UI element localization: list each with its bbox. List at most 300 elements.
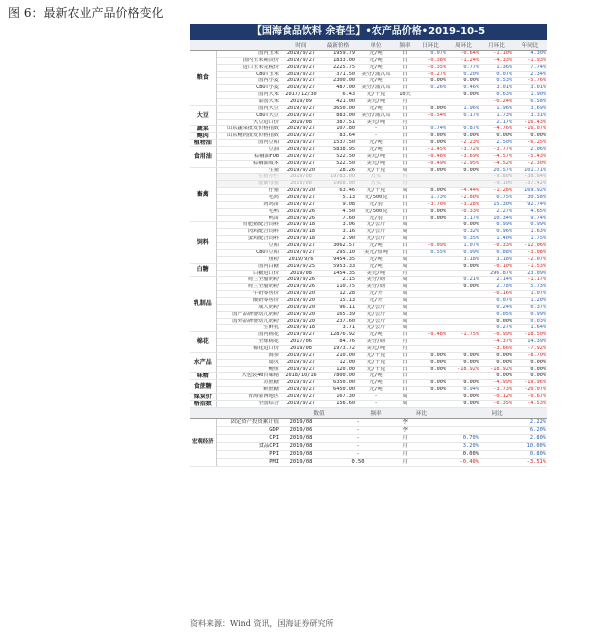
date-cell: 2019/9/27 <box>282 332 320 339</box>
unit-cell: 美元/吨 <box>356 99 396 106</box>
price-cell: 487.00 <box>320 85 356 92</box>
weekly-change: 0.77% <box>447 64 480 71</box>
group-label: 煤炭价 <box>190 393 216 400</box>
table-row <box>190 140 547 147</box>
product-name: 国内白糖 <box>216 263 282 270</box>
product-name: 苏蔗糖 <box>216 380 282 387</box>
monthly-change: 1.40% <box>480 236 513 243</box>
date-cell: 2019/09 <box>282 99 320 106</box>
yearly-change: 5.73% <box>513 284 547 291</box>
table-row <box>190 99 547 106</box>
unit-cell: 美元/吨 <box>356 153 396 160</box>
daily-change: 0.74% <box>414 126 447 133</box>
date-cell: 2019/9/20 <box>282 318 320 325</box>
product-name: 白糖进口价 <box>216 270 282 277</box>
yearly-change: 0.00% <box>513 373 547 380</box>
date-cell: 2019/9/27 <box>282 352 320 359</box>
monthly-change: -18.92% <box>480 366 513 373</box>
unit-cell: 元/公斤 <box>356 325 396 332</box>
unit-cell: - <box>356 400 396 407</box>
monthly-change: 0.05% <box>480 311 513 318</box>
date-cell: 2019/9/20 <box>282 291 320 298</box>
date-cell: 2019/9/27 <box>282 147 320 154</box>
yearly-change: 4.65% <box>513 208 547 215</box>
yearly-change: 3.31% <box>513 112 547 119</box>
table-row <box>190 160 547 167</box>
unit-cell: 美分/蒲式耳 <box>356 112 396 119</box>
header-cell: 频率 <box>396 40 414 51</box>
monthly-change: -0.24% <box>480 99 513 106</box>
product-name: 肉鸡苗 <box>216 201 282 208</box>
weekly-change <box>447 345 480 352</box>
table-row <box>190 256 547 263</box>
table-row <box>190 236 547 243</box>
weekly-change <box>447 174 480 181</box>
weekly-change <box>447 304 480 311</box>
monthly-change: -0.16% <box>480 291 513 298</box>
unit-cell: - <box>356 133 396 140</box>
monthly-change: -0.35% <box>480 400 513 407</box>
weekly-change: 1.96% <box>447 105 480 112</box>
macro-freq: 月 <box>396 442 414 450</box>
freq-cell: 周 <box>396 263 414 270</box>
monthly-change: 0.00% <box>480 318 513 325</box>
freq-cell: 周 <box>396 325 414 332</box>
macro-header-cell: 频率 <box>356 408 396 419</box>
weekly-change: -3.69% <box>447 153 480 160</box>
product-name: 成人奶粉 <box>216 304 282 311</box>
monthly-change: 0.00% <box>480 359 513 366</box>
weekly-change: 0.99% <box>447 249 480 256</box>
table-row <box>190 332 547 339</box>
price-cell: 371.50 <box>320 71 356 78</box>
freq-cell: 日 <box>396 373 414 380</box>
macro-date: 2019/08 <box>282 458 320 466</box>
table-body <box>190 51 547 408</box>
freq-cell: 日 <box>396 359 414 366</box>
unit-cell: 美分/蒲式耳 <box>356 85 396 92</box>
macro-header-cell <box>216 408 282 419</box>
macro-mom <box>414 418 480 426</box>
yearly-change: 2.06% <box>513 147 547 154</box>
group-label: 食用油 <box>190 147 216 168</box>
unit-cell: 元/千克 <box>356 359 396 366</box>
price-cell: 83.64 <box>320 133 356 140</box>
group-label: 乳制品 <box>190 277 216 332</box>
product-name: 国内小麦 <box>216 78 282 85</box>
table-row <box>190 380 547 387</box>
date-cell: 2019/9/18 <box>282 222 320 229</box>
price-cell: 5953.33 <box>320 263 356 270</box>
date-cell: 2019/9/20 <box>282 304 320 311</box>
monthly-change: -3.73% <box>480 387 513 394</box>
table-row <box>190 64 547 71</box>
daily-change <box>414 263 447 270</box>
weekly-change <box>447 270 480 277</box>
yearly-change: 0.37% <box>513 304 547 311</box>
daily-change: -3.70% <box>414 201 447 208</box>
daily-change <box>414 229 447 236</box>
product-name: 生猪存栏 <box>216 174 282 181</box>
macro-value: - <box>320 450 396 458</box>
weekly-change: -0.64% <box>447 51 480 58</box>
freq-cell: 月 <box>396 119 414 126</box>
figure-title: 图 6：最新农业产品价格变化 <box>8 6 164 20</box>
group-label: 植物油 <box>190 140 216 147</box>
price-cell: 3.16 <box>320 229 356 236</box>
monthly-change: 10.34% <box>480 215 513 222</box>
date-cell: 2019/9/27 <box>282 195 320 202</box>
product-name: 生鲜乳 <box>216 325 282 332</box>
macro-yoy: -3.51% <box>480 458 547 466</box>
price-cell: 107.80 <box>320 126 356 133</box>
price-cell: 12.28 <box>320 291 356 298</box>
freq-cell: 日 <box>396 352 414 359</box>
daily-change: 0.00% <box>414 387 447 394</box>
macro-name: PMI <box>216 458 282 466</box>
unit-cell: 万头 <box>356 174 396 181</box>
group-label: 蔬菜 <box>190 126 216 133</box>
header-cell: 周环比 <box>447 40 480 51</box>
macro-header-cell <box>190 408 216 419</box>
macro-date: 2019/08 <box>282 450 320 458</box>
freq-cell: 周 <box>396 291 414 298</box>
daily-change <box>414 325 447 332</box>
table-row <box>190 222 547 229</box>
product-name: 扇贝 <box>216 359 282 366</box>
weekly-change: 0.00% <box>447 284 480 291</box>
product-name: 仔猪 <box>216 188 282 195</box>
weekly-change: 3.17% <box>447 215 480 222</box>
price-cell: 522.50 <box>320 160 356 167</box>
daily-change <box>414 318 447 325</box>
daily-change: 0.00% <box>414 105 447 112</box>
daily-change: -0.09% <box>414 243 447 250</box>
product-name: 酸奶零售价 <box>216 297 282 304</box>
weekly-change <box>447 318 480 325</box>
price-cell: 3.71 <box>320 325 356 332</box>
header-cell: 最新价格 <box>320 40 356 51</box>
table-row <box>190 359 547 366</box>
date-cell: 2019/9/27 <box>282 71 320 78</box>
price-cell: 12876.92 <box>320 332 356 339</box>
product-name: CBOT大豆 <box>216 112 282 119</box>
daily-change <box>414 284 447 291</box>
daily-change <box>414 236 447 243</box>
unit-cell: 元/500克 <box>356 195 396 202</box>
monthly-change: 0.00% <box>480 373 513 380</box>
freq-cell: 周 <box>396 318 414 325</box>
price-cell: 1537.50 <box>320 140 356 147</box>
daily-change: -0.48% <box>414 153 447 160</box>
weekly-change <box>447 99 480 106</box>
header-cell: 月环比 <box>480 40 513 51</box>
date-cell: 2017/12/30 <box>282 92 320 99</box>
date-cell: 2019/9/18 <box>282 236 320 243</box>
daily-change: -1.45% <box>414 147 447 154</box>
yearly-change: -5.43% <box>513 153 547 160</box>
monthly-change: 0.00% <box>480 133 513 140</box>
table-row <box>190 208 547 215</box>
macro-header-cell: 数值 <box>282 408 356 419</box>
yearly-change: 23.09% <box>513 270 547 277</box>
unit-cell: 元/吨 <box>356 57 396 64</box>
yearly-change: 30.58% <box>513 195 547 202</box>
table-row <box>190 147 547 154</box>
date-cell: 2019/9/27 <box>282 249 320 256</box>
weekly-change: 0.00% <box>447 400 480 407</box>
date-cell: 2019/9/27 <box>282 85 320 92</box>
product-name: 生猪 <box>216 167 282 174</box>
freq-cell: 日 <box>396 153 414 160</box>
freq-cell: 日 <box>396 112 414 119</box>
table-row <box>190 270 547 277</box>
price-cell: 12.00 <box>320 359 356 366</box>
price-cell: 19783.00 <box>320 174 356 181</box>
daily-change: 0.00% <box>414 352 447 359</box>
unit-cell: 元/千克 <box>356 188 396 195</box>
weekly-change: 0.17% <box>447 112 480 119</box>
daily-change <box>414 373 447 380</box>
weekly-change: -0.33% <box>447 208 480 215</box>
header-cell: 单位 <box>356 40 396 51</box>
monthly-change: -0.33% <box>480 243 513 250</box>
price-cell: 2300.00 <box>320 78 356 85</box>
table-row <box>190 181 547 188</box>
table-row <box>190 325 547 332</box>
date-cell: 2017/06 <box>282 339 320 346</box>
date-cell: 2019/9/27 <box>282 64 320 71</box>
product-name: 国内棉花 <box>216 332 282 339</box>
daily-change: 1.73% <box>414 195 447 202</box>
unit-cell: 元/羽 <box>356 201 396 208</box>
price-cell: 522.50 <box>320 153 356 160</box>
daily-change: 0.00% <box>414 359 447 366</box>
macro-yoy: 0.80% <box>480 450 547 458</box>
freq-cell: 周 <box>396 297 414 304</box>
daily-change <box>414 339 447 346</box>
freq-cell: 日 <box>396 105 414 112</box>
product-name: 棕榈油FOB <box>216 153 282 160</box>
unit-cell: 元/千克 <box>356 352 396 359</box>
freq-cell: 日 <box>396 201 414 208</box>
price-cell: 7800.00 <box>320 373 356 380</box>
daily-change: 0.00% <box>414 133 447 140</box>
weekly-change: 0.00% <box>447 393 480 400</box>
yearly-change: -4.53% <box>513 400 547 407</box>
date-cell: 2019/9/27 <box>282 243 320 250</box>
table-row <box>190 133 547 140</box>
daily-change <box>414 277 447 284</box>
weekly-change: 0.00% <box>447 133 480 140</box>
macro-table <box>190 408 547 467</box>
monthly-change: 15.30% <box>480 201 513 208</box>
yearly-change: 7.74% <box>513 64 547 71</box>
monthly-change: 1.73% <box>480 112 513 119</box>
price-cell: 96.11 <box>320 304 356 311</box>
table-row <box>190 393 547 400</box>
weekly-change: 0.20% <box>447 71 480 78</box>
monthly-change: -4.52% <box>480 160 513 167</box>
yearly-change: 1.07% <box>513 291 547 298</box>
table-row <box>190 304 547 311</box>
table-row <box>190 249 547 256</box>
date-cell: 2019/9/27 <box>282 133 320 140</box>
macro-name: GDP <box>216 426 282 434</box>
daily-change: -0.54% <box>414 112 447 119</box>
macro-header-row <box>190 408 547 419</box>
price-cell: 1959.79 <box>320 51 356 58</box>
price-cell: 1973.72 <box>320 345 356 352</box>
macro-name: CPI <box>216 434 282 442</box>
yearly-change: -3.08% <box>513 249 547 256</box>
macro-mom: 0.00% <box>414 450 480 458</box>
weekly-change <box>447 291 480 298</box>
table-banner: 【国海食品饮料 余春生】•农产品价格•2019-10-5 <box>190 24 547 40</box>
price-cell: 110.75 <box>320 284 356 291</box>
product-name: CBOT小麦 <box>216 85 282 92</box>
group-label: 棉花 <box>190 332 216 353</box>
product-name: 鱼粉 <box>216 256 282 263</box>
yearly-change: 169.92% <box>513 188 547 195</box>
yearly-change: 2.34% <box>513 71 547 78</box>
product-name: 国外品牌婴幼儿奶粉 <box>216 318 282 325</box>
table-row <box>190 339 547 346</box>
freq-cell: 月 <box>396 339 414 346</box>
freq-cell: 日 <box>396 133 414 140</box>
price-cell: 84.76 <box>320 339 356 346</box>
daily-change <box>414 393 447 400</box>
date-cell: 2019/9/27 <box>282 78 320 85</box>
yearly-change: 0.99% <box>513 222 547 229</box>
table-row <box>190 373 547 380</box>
header-cell: 日环比 <box>414 40 447 51</box>
macro-header-cell: 同比 <box>447 408 547 419</box>
macro-yoy: 6.20% <box>480 426 547 434</box>
monthly-change: 3.18% <box>480 256 513 263</box>
monthly-change: -1.10% <box>480 51 513 58</box>
date-cell: 2019/9/27 <box>282 140 320 147</box>
table-row <box>190 78 547 85</box>
unit-cell: - <box>356 393 396 400</box>
unit-cell: 元/千克 <box>356 366 396 373</box>
daily-change: 0.00% <box>414 380 447 387</box>
unit-cell: 元/吨 <box>356 147 396 154</box>
product-name: 鲜蔗糖 <box>216 387 282 394</box>
monthly-change: 3.01% <box>480 85 513 92</box>
macro-yoy: 2.22% <box>480 418 547 426</box>
macro-row <box>190 450 547 458</box>
weekly-change: -4.44% <box>447 188 480 195</box>
date-cell: 2019/9/27 <box>282 400 320 407</box>
yearly-change: -20.07% <box>513 387 547 394</box>
freq-cell: 月 <box>396 345 414 352</box>
yearly-change: -16.07% <box>513 126 547 133</box>
weekly-change: 1.07% <box>447 243 480 250</box>
yearly-change: 0.00% <box>513 366 547 373</box>
macro-date: 2019/08 <box>282 442 320 450</box>
weekly-change: 0.00% <box>447 263 480 270</box>
yearly-change: 0.03% <box>513 318 547 325</box>
unit-cell: - <box>356 126 396 133</box>
table-row <box>190 85 547 92</box>
header-cell <box>216 40 282 51</box>
table-row <box>190 57 547 64</box>
product-name: 豆油 <box>216 147 282 154</box>
macro-value: - <box>320 426 396 434</box>
monthly-change: 20.57% <box>480 167 513 174</box>
macro-date: 2019/08 <box>282 434 320 442</box>
product-name: CBOT豆粕 <box>216 249 282 256</box>
weekly-change: -18.92% <box>447 366 480 373</box>
date-cell: 2019/9/25 <box>282 263 320 270</box>
product-name: 毛鸡 <box>216 195 282 202</box>
freq-cell: 日 <box>396 78 414 85</box>
weekly-change: -3.28% <box>447 201 480 208</box>
yearly-change: -5.76% <box>513 78 547 85</box>
date-cell: 2019/9/27 <box>282 105 320 112</box>
yearly-change: -1.93% <box>513 57 547 64</box>
monthly-change: 0.07% <box>480 71 513 78</box>
unit-cell: 元/升 <box>356 297 396 304</box>
macro-mom: -0.40% <box>414 458 480 466</box>
unit-cell: 元/吨 <box>356 263 396 270</box>
table-row <box>190 277 547 284</box>
price-cell: 237.60 <box>320 318 356 325</box>
unit-cell: 元/千克 <box>356 167 396 174</box>
source-note: 资料来源：Wind 资讯，国海证券研究所 <box>190 619 334 628</box>
weekly-change: 0.00% <box>447 222 480 229</box>
table-header-row <box>190 40 547 51</box>
monthly-change: 0.96% <box>480 229 513 236</box>
price-cell: 2.15 <box>320 277 356 284</box>
table-row <box>190 126 547 133</box>
product-name: 国内豆粕 <box>216 140 282 147</box>
price-cell: 15.13 <box>320 297 356 304</box>
monthly-change: -4.37% <box>480 339 513 346</box>
daily-change <box>414 222 447 229</box>
price-cell: 387.51 <box>320 119 356 126</box>
product-name: 国内大豆 <box>216 105 282 112</box>
monthly-change: -4.57% <box>480 153 513 160</box>
unit-cell: 元/吨 <box>356 380 396 387</box>
yearly-change: 1.90% <box>513 92 547 99</box>
group-label: 食蔗糖 <box>190 380 216 394</box>
macro-value: - <box>320 442 396 450</box>
unit-cell: 美分/磅 <box>356 284 396 291</box>
macro-yoy: 10.00% <box>480 442 547 450</box>
monthly-change: 1.96% <box>480 105 513 112</box>
unit-cell: 美元/短吨 <box>356 249 396 256</box>
price-cell: 7.60 <box>320 215 356 222</box>
freq-cell: 周 <box>396 256 414 263</box>
yearly-change: 1.75% <box>513 236 547 243</box>
product-name: 国产品牌婴幼儿奶粉 <box>216 311 282 318</box>
weekly-change: -2.95% <box>447 160 480 167</box>
price-cell: 6.43 <box>320 92 356 99</box>
price-cell: 120.00 <box>320 366 356 373</box>
freq-cell: 日 <box>396 215 414 222</box>
unit-cell: 元/公斤 <box>356 311 396 318</box>
unit-cell: 元/公斤 <box>356 304 396 311</box>
weekly-change: 0.94% <box>447 387 480 394</box>
weekly-change: 3.18% <box>447 256 480 263</box>
table-row <box>190 400 547 407</box>
freq-cell: 日 <box>396 332 414 339</box>
product-name: 豆粕 <box>216 243 282 250</box>
macro-yoy: 2.80% <box>480 434 547 442</box>
product-name: 进口玉米完税价 <box>216 64 282 71</box>
